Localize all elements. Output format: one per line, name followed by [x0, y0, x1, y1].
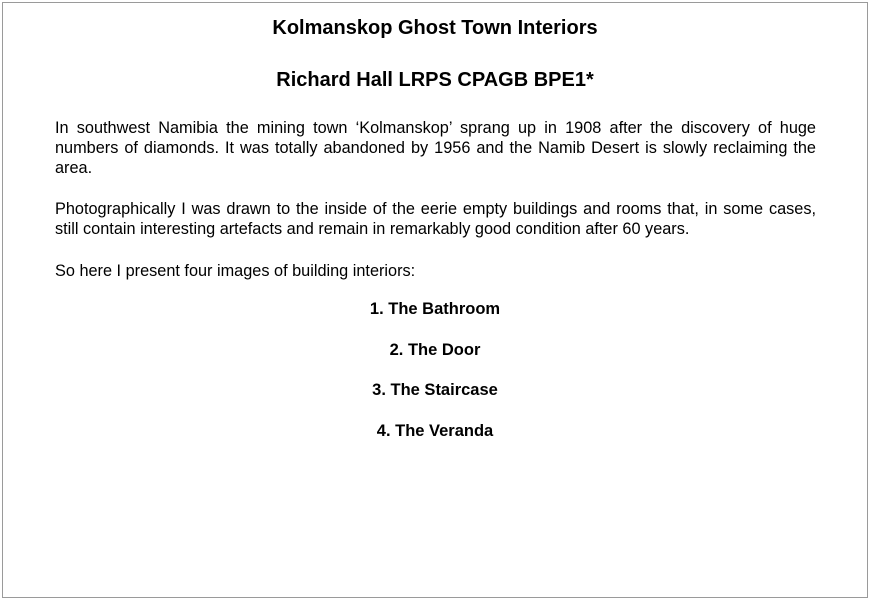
list-item: 4. The Veranda [376, 421, 494, 440]
list-item: 2. The Door [389, 340, 481, 359]
list-intro-paragraph: So here I present four images of building interiors: [55, 262, 416, 280]
image-list [3, 299, 867, 461]
document-title: Kolmanskop Ghost Town Interiors [272, 17, 598, 39]
author-line: Richard Hall LRPS CPAGB BPE1* [276, 69, 594, 91]
document-page [2, 2, 868, 598]
photography-paragraph: Photographically I was drawn to the inside of the eerie empty buildings and rooms that, in some cases, still contain interesting artefacts and remain in remarkably good condition after 60 years. [55, 200, 816, 238]
intro-paragraph: In southwest Namibia the mining town ‘Kolmanskop’ sprang up in 1908 after the discovery of huge numbers of diamonds. It was totally abandoned by 1956 and the Namib Desert is slowly reclaiming the area. [55, 119, 816, 177]
list-item: 1. The Bathroom [369, 300, 501, 318]
list-item: 3. The Staircase [372, 381, 498, 399]
